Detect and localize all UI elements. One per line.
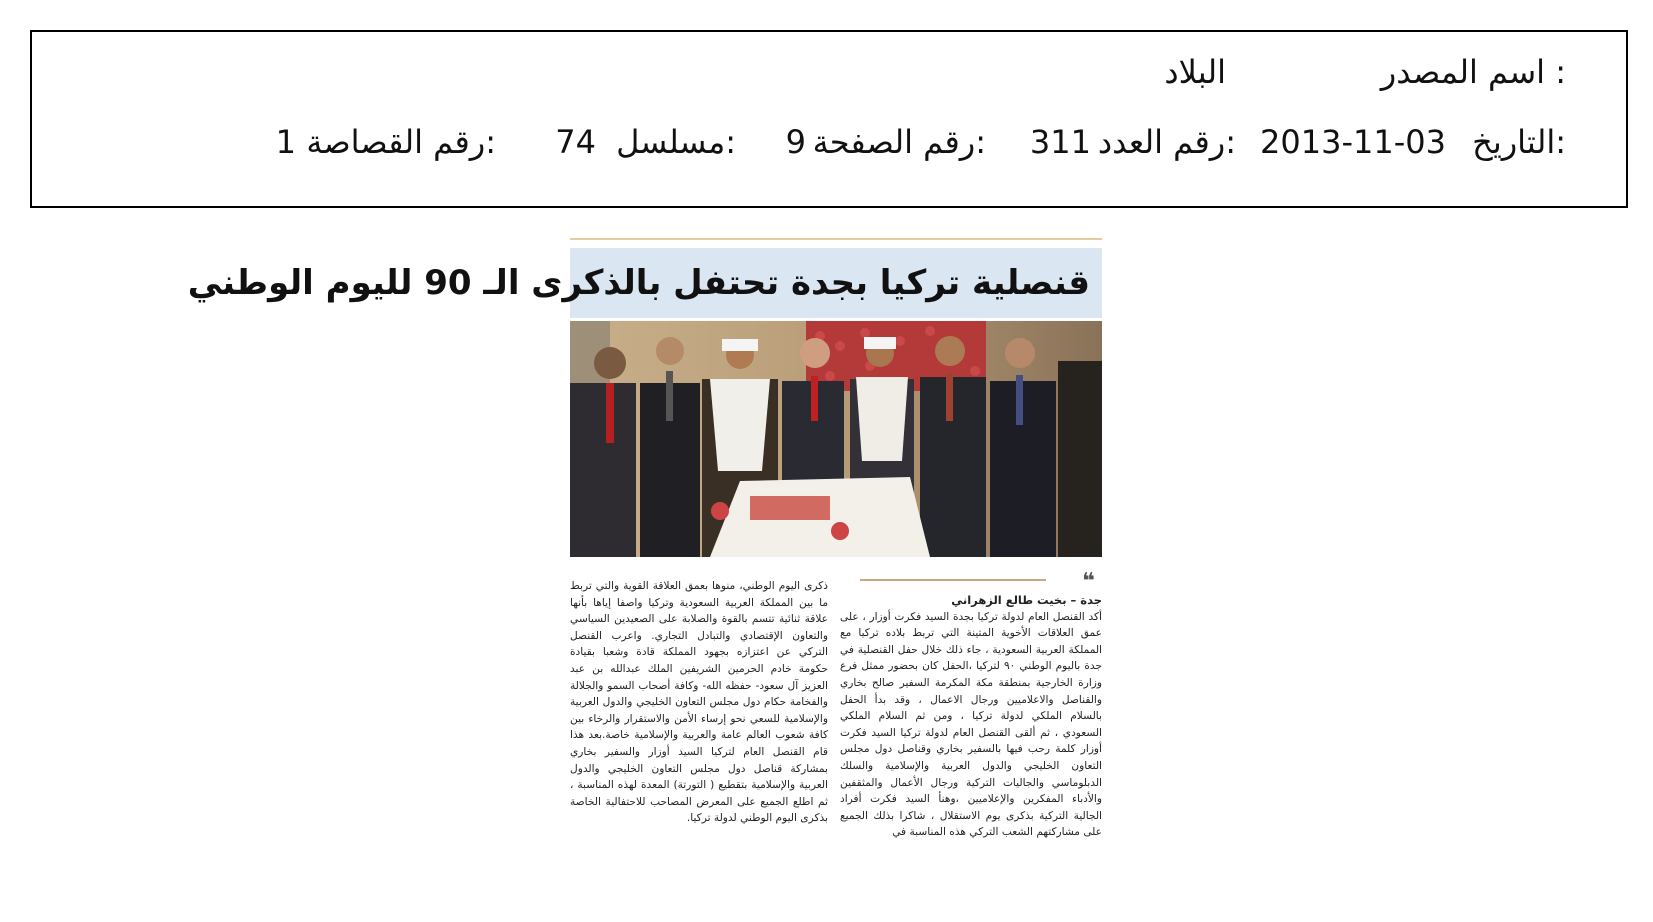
article-text-left: ذكرى اليوم الوطني، منوها بعمق العلاقة القوية والتي تربط ما بين المملكة العربية السعودية وتركيا واصفا إياها بأنها علاقة ثنائية تتسم بالقوة والصلابة على الصعيدين السياسي والتعاون الإقتصادي والتبادل التجاري. واعرب القنصل التركي عن اعتزازه بجهود المملكة قادة وشعبا بقيادة حكومة خادم الحرمين الشريفين الملك عبدالله بن عبد العزيز آل سعود- حفظه الله- وكافة أصحاب السمو والجلالة والفخامة حكام دول مجلس التعاون الخليجي والدول العربية والإسلامية للسعي نحو إرساء الأمن والاستقرار والرخاء بين كافة شعوب العالم عامة والعربية والإسلامية خاصة.بعد هذا قام القنصل العام لتركيا السيد أوزار والسفير بخاري بمشاركة قناصل دول مجلس التعاون الخليجي والدول العربية والإسلامية بتقطيع ( التورتة) المعدة لهذه المناسبة ، ثم اطلع الجميع على المعرض المصاحب للاحتفالية الخاصة بذكرى اليوم الوطني لدولة تركيا. xyxy=(570,580,828,825)
issue-value: 311 xyxy=(1029,123,1091,161)
date-label: التاريخ: xyxy=(1472,123,1566,161)
newspaper-clipping xyxy=(187,238,1103,870)
article-column-left xyxy=(570,578,828,827)
source-label: اسم المصدر : xyxy=(1380,53,1566,91)
quote-glyph: ❝ xyxy=(1082,569,1095,594)
page-value: 9 xyxy=(785,123,806,161)
article-byline: جدة – بخيت طالع الزهراني xyxy=(951,593,1102,607)
serial-label: مسلسل: xyxy=(616,123,736,161)
clip-value: 1 xyxy=(275,123,296,161)
clip-label: رقم القصاصة: xyxy=(306,123,496,161)
page-label: رقم الصفحة: xyxy=(812,123,986,161)
top-rule xyxy=(570,238,1102,240)
source-value: البلاد xyxy=(1164,53,1226,91)
clipping-info-box xyxy=(30,30,1628,208)
serial-value: 74 xyxy=(555,123,596,161)
article-text-right: أكد القنصل العام لدولة تركيا بجدة السيد فكرت أوزار ، على عمق العلاقات الأخوية المتينة التي تربط بلاده تركيا مع المملكة العربية السعودية ، جاء ذلك خلال حفل القنصلية في جدة باليوم الوطني ٩٠ لتركيا ،الحفل كان بحضور ممثل فرع وزارة الخارجية بمنطقة مكة المكرمة السفير صالح بخاري والقناصل والاعلاميين ورجال الاعمال ، وقد بدأ الحفل بالسلام الملكي لدولة تركيا ، ومن ثم السلام الملكي السعودي ، ثم ألقى القنصل العام لدولة تركيا السيد فكرت أوزار كلمة رحب فيها بالسفير بخاري وقناصل دول مجلس التعاون الخليجي والدول العربية والإسلامية والسلك الدبلوماسي والجاليات التركية ورجال الأعمال والمثقفين والأدباء المفكرين والإعلاميين ،وهنأ السيد فكرت أفراد الجالية التركية بذكرى يوم الاستقلال ، شاكرا بذلك الجميع على مشاركتهم الشعب التركي هذه المناسبة في xyxy=(840,610,1103,839)
article-photo xyxy=(570,321,1102,557)
headline-band xyxy=(187,248,1102,318)
article-headline: قنصلية تركيا بجدة تحتفل بالذكرى الـ 90 لليوم الوطني xyxy=(187,263,1090,303)
group-photo-image xyxy=(570,321,1102,557)
issue-label: رقم العدد: xyxy=(1097,123,1236,161)
article-column-right xyxy=(840,578,1102,841)
date-value: 2013-11-03 xyxy=(1260,123,1446,161)
